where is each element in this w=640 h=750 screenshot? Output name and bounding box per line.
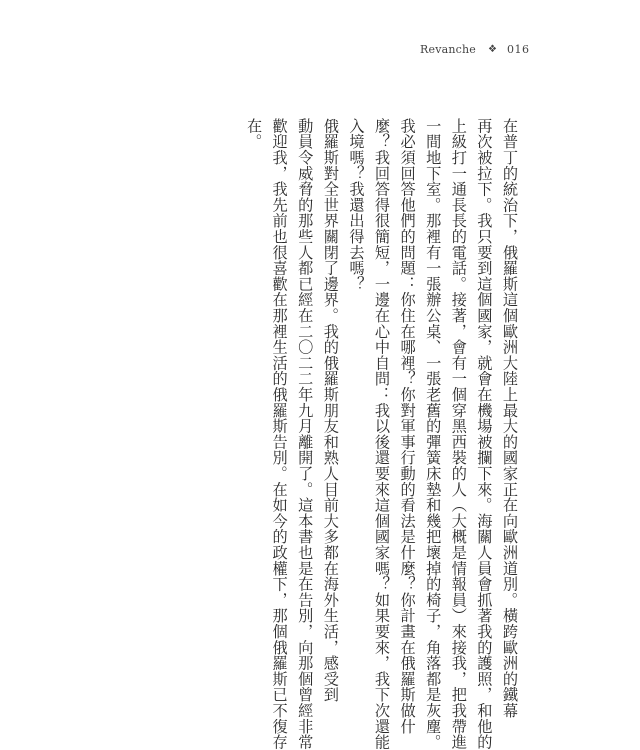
text-line: 入境嗎？我還出得去嗎？ <box>347 118 366 292</box>
book-title: Revanche <box>420 43 477 56</box>
text-line: 一間地下室。那裡有一張辦公桌、一張老舊的彈簧床墊和幾把壞掉的椅子，角落都是灰塵。 <box>424 118 443 750</box>
text-line: 動員令威脅的那些人都已經在二〇二二年九月離開了。這本書也是在告別，向那個曾經非常 <box>296 118 315 750</box>
text-line: 上級打一通長長的電話。接著，會有一個穿黑西裝的人（大概是情報員）來接我，把我帶進 <box>449 118 468 750</box>
text-line: 在普丁的統治下，俄羅斯這個歐洲大陸上最大的國家正在向歐洲道別。橫跨歐洲的鐵幕 <box>501 118 519 719</box>
running-header <box>420 43 529 56</box>
text-line: 麼？我回答得很簡短，一邊在心中自問：我以後還要來這個國家嗎？如果要來，我下次還能 <box>373 118 392 750</box>
text-line: 歡迎我，我先前也很喜歡在那裡生活的俄羅斯告別。在如今的政權下，那個俄羅斯已不復存 <box>270 118 289 750</box>
text-line: 俄羅斯對全世界關閉了邊界。我的俄羅斯朋友和熟人目前大多都在海外生活，感受到 <box>321 118 340 703</box>
body-text <box>240 118 522 750</box>
text-line: 在。 <box>245 118 264 150</box>
text-line: 我必須回答他們的問題：你住在哪裡？你對軍事行動的看法是什麼？你計畫在俄羅斯做什 <box>398 118 417 735</box>
text-line: 再次被拉下。我只要到這個國家，就會在機場被攔下來。海關人員會抓著我的護照，和他的 <box>475 118 494 750</box>
ornament-icon: ❖ <box>488 44 497 55</box>
page-number: 016 <box>506 43 530 56</box>
